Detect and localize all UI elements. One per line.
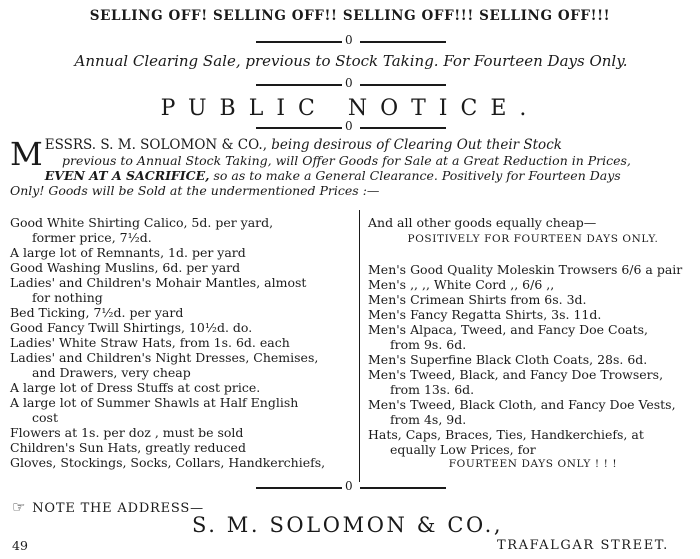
price-list-item: Bed Ticking, 7½d. per yard — [10, 305, 184, 320]
intro-paragraph: M ESSRS. S. M. SOLOMON & CO., being desirous of Clearing Out their Stock previous to Annual Stock Taking, will Offer Goods for Sale at a Great Reduction in Prices, EVEN AT A SACRIFICE, so as to make a General Clearance. Positively for Fourteen Days Only! Goods will be Sold at the undermentioned Prices :— — [10, 135, 631, 198]
price-list-item: Ladies' White Straw Hats, from 1s. 6d. each — [10, 335, 290, 350]
price-list-item: Men's Good Quality Moleskin Trowsers 6/6 a pair — [368, 262, 683, 277]
price-list-item: Good White Shirting Calico, 5d. per yard, former price, 7½d. — [10, 215, 274, 245]
price-list-item: Men's Crimean Shirts from 6s. 3d. — [368, 292, 587, 307]
public-notice-title: PUBLIC NOTICE. — [160, 96, 540, 121]
price-list-item: A large lot of Remnants, 1d. per yard — [10, 245, 246, 260]
column-divider — [359, 210, 360, 482]
note-the-address: ☞ NOTE THE ADDRESS— — [12, 498, 204, 516]
ornamental-rule: 0 — [256, 482, 446, 494]
price-list-item: Ladies' and Children's Night Dresses, Chemises, and Drawers, very cheap — [10, 350, 319, 380]
price-list-item: A large lot of Dress Stuffs at cost price. — [10, 380, 261, 395]
price-list-item: Flowers at 1s. per doz , must be sold — [10, 425, 244, 440]
right-intro-line: And all other goods equally cheap— — [368, 215, 597, 230]
price-list-item: Men's Tweed, Black Cloth, and Fancy Doe Vests, from 4s, 9d. — [368, 397, 676, 427]
pointing-hand-icon: ☞ — [12, 498, 27, 516]
price-list-item: Men's Tweed, Black, and Fancy Doe Trowsers, from 13s. 6d. — [368, 367, 664, 397]
price-list-item: Men's ,, ,, White Cord ,, 6/6 ,, — [368, 277, 555, 292]
page-number: 49 — [12, 538, 28, 553]
drop-cap: M — [10, 135, 43, 173]
company-name: S. M. SOLOMON & CO., — [192, 513, 504, 537]
price-list-item: A large lot of Summer Shawls at Half English cost — [10, 395, 299, 425]
ornamental-rule: 0 — [256, 122, 446, 134]
price-list-item: Gloves, Stockings, Socks, Collars, Handkerchiefs, — [10, 455, 326, 470]
right-price-column — [368, 215, 698, 472]
positively-caption: POSITIVELY FOR FOURTEEN DAYS ONLY. — [407, 233, 659, 245]
street-address: TRAFALGAR STREET. — [497, 538, 669, 553]
selling-off-banner: SELLING OFF! SELLING OFF!! SELLING OFF!!! SELLING OFF!!! — [89, 8, 611, 24]
price-list-item: Children's Sun Hats, greatly reduced — [10, 440, 246, 455]
ornamental-rule: 0 — [256, 79, 446, 91]
annual-sale-headline: Annual Clearing Sale, previous to Stock Taking. For Fourteen Days Only. — [74, 52, 628, 70]
price-list-item: Good Fancy Twill Shirtings, 10½d. do. — [10, 320, 253, 335]
price-list-item: Men's Superfine Black Cloth Coats, 28s. 6d. — [368, 352, 648, 367]
price-list-item: Good Washing Muslins, 6d. per yard — [10, 260, 241, 275]
price-list-item: Men's Fancy Regatta Shirts, 3s. 11d. — [368, 307, 602, 322]
price-list-item: Men's Alpaca, Tweed, and Fancy Doe Coats, from 9s. 6d. — [368, 322, 648, 352]
ornamental-rule: 0 — [256, 36, 446, 48]
price-list-item: Hats, Caps, Braces, Ties, Handkerchiefs, at equally Low Prices, for — [368, 427, 644, 457]
fourteen-days-caption: FOURTEEN DAYS ONLY ! ! ! — [448, 458, 618, 470]
left-price-column — [10, 215, 356, 470]
price-list-item: Ladies' and Children's Mohair Mantles, almost for nothing — [10, 275, 307, 305]
